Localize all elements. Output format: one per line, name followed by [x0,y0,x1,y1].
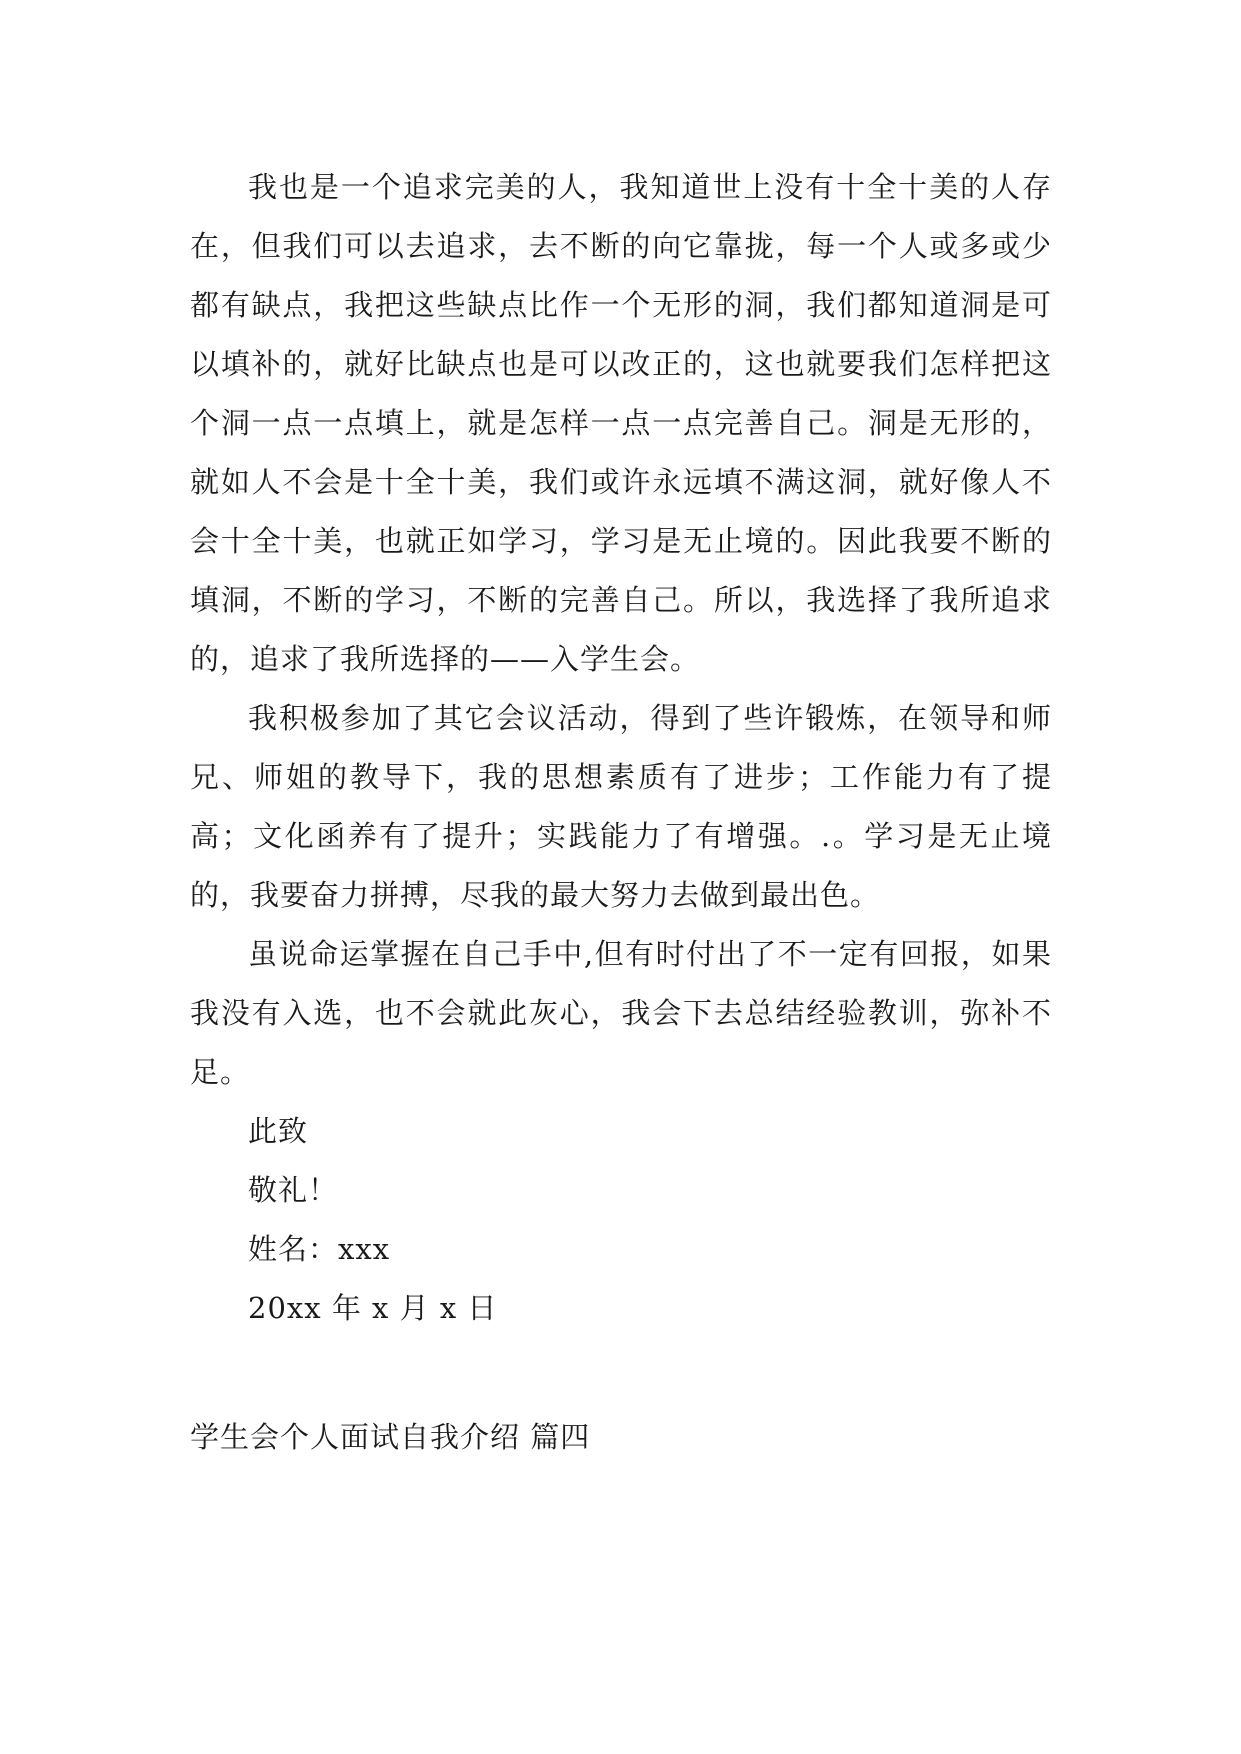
salute-line: 敬礼！ [248,1173,339,1207]
closing-line: 此致 [248,1114,309,1148]
date-line: 20xx 年 x 月 x 日 [248,1291,498,1325]
paragraph-pursuit: 我也是一个追求完美的人，我知道世上没有十全十美的人存在，但我们可以去追求，去不断的向它靠拢，每一个人或多或少都有缺点，我把这些缺点比作一个无形的洞，我们都知道洞是可以填补的，就好比缺点也是可以改正的，这也就要我们怎样把这个洞一点一点填上，就是怎样一点一点完善自己。洞是无形的，就如人不会是十全十美，我们或许永远填不满这洞，就好像人不会十全十美，也就正如学习，学习是无止境的。因此我要不断的填洞，不断的学习，不断的完善自己。所以，我选择了我所追求的，追求了我所选择的——入学生会。 [190,170,1052,676]
name-line: 姓名：xxx [248,1232,391,1266]
document-body [190,158,1052,1467]
section-heading: 学生会个人面试自我介绍 篇四 [190,1420,591,1454]
paragraph-activities: 我积极参加了其它会议活动，得到了些许锻炼，在领导和师兄、师姐的教导下，我的思想素质有了进步；工作能力有了提高；文化函养有了提升；实践能力了有增强。.。学习是无止境的，我要奋力拼搏，尽我的最大努力去做到最出色。 [190,701,1052,912]
paragraph-destiny: 虽说命运掌握在自己手中,但有时付出了不一定有回报，如果我没有入选，也不会就此灰心，我会下去总结经验教训，弥补不足。 [190,937,1052,1089]
